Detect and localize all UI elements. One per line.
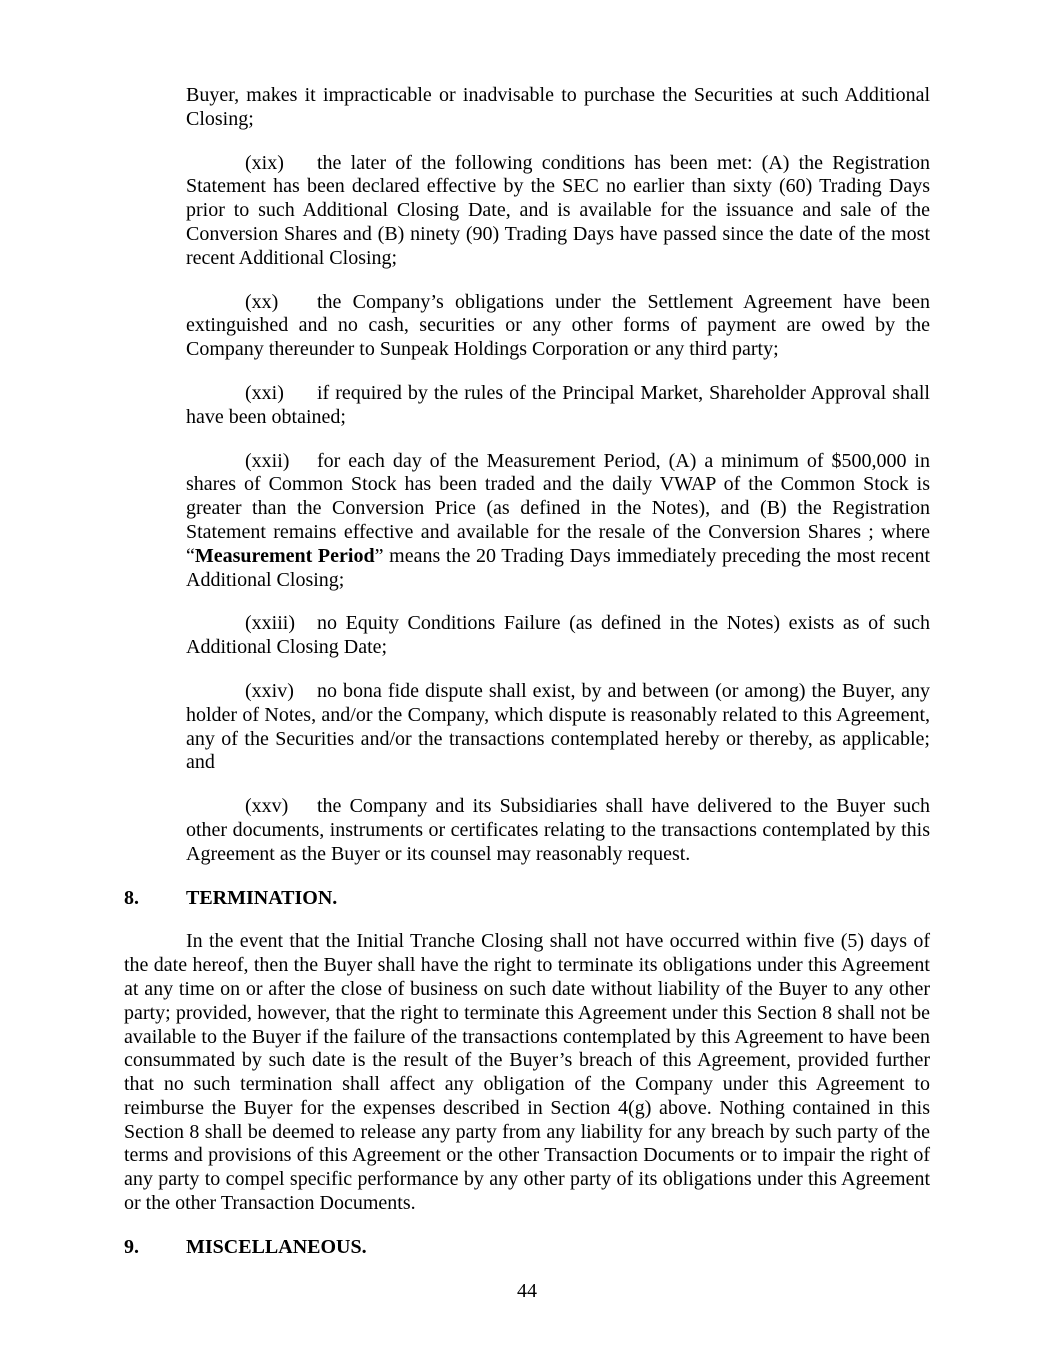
clause-xxiii: [186, 612, 930, 660]
clause-xxiii-text: no Equity Conditions Failure (as defined in the Notes) exists as of such Additional Closing Date;: [186, 612, 930, 659]
clause-xix-text: the later of the following conditions has been met: (A) the Registration Statement has been declared effective by the SEC no earlier than sixty (60) Trading Days prior to such Additional Closing Date, and is available for the issuance and sale of the Conversion Shares and (B) ninety (90) Trading Days have passed since the date of the most recent Additional Closing;: [186, 151, 930, 269]
clause-xxv-label: (xxv): [245, 795, 289, 818]
measurement-period-defined-term: Measurement Period: [194, 544, 375, 567]
section-8-title: TERMINATION.: [186, 886, 338, 909]
clause-xxii-text-after: ” means the 20 Trading Days immediately preceding the most recent Additional Closing;: [186, 544, 931, 591]
clause-xxiv-label: (xxiv): [245, 679, 294, 702]
section-9-heading: [124, 1236, 930, 1260]
section-9-number: 9.: [124, 1235, 139, 1258]
clause-xxii-label: (xxii): [245, 449, 290, 472]
clause-xx: [186, 291, 930, 362]
clause-xxv-text: the Company and its Subsidiaries shall have delivered to the Buyer such other documents, instruments or certificates relating to the transactions contemplated by this Agreement as the Buyer or its counsel may reasonably request.: [186, 795, 930, 865]
clause-xxi: [186, 382, 930, 430]
clause-xxv: [186, 795, 930, 866]
clause-xxii: [186, 450, 930, 593]
section-9-title: MISCELLANEOUS.: [186, 1235, 367, 1258]
clause-xix: [186, 152, 930, 271]
clause-xx-text: the Company’s obligations under the Settlement Agreement have been extinguished and no cash, securities or any other forms of payment are owed by the Company thereunder to Sunpeak Holdings Corporation or any third party;: [186, 290, 930, 361]
clause-xxiii-label: (xxiii): [245, 612, 295, 635]
clause-xxiv-text: no bona fide dispute shall exist, by and between (or among) the Buyer, any holder of Notes, and/or the Company, which dispute is reasonably related to this Agreement, any of the Securities and/or the transactions contemplated hereby or thereby, as applicable; and: [186, 679, 930, 774]
section-8-heading: [124, 887, 930, 911]
clause-xxi-text: if required by the rules of the Principal Market, Shareholder Approval shall have been obtained;: [186, 381, 930, 428]
clause-xxiv: [186, 680, 930, 775]
page-number: 44: [517, 1279, 537, 1302]
clause-xx-label: (xx): [245, 290, 279, 313]
intro-paragraph-text: Buyer, makes it impracticable or inadvisable to purchase the Securities at such Additional Closing;: [186, 84, 930, 130]
section-8-body-text: In the event that the Initial Tranche Closing shall not have occurred within five (5) days of the date hereof, then the Buyer shall have the right to terminate its obligations under this Agreement at any time on or after the close of business on such date without liability of the Buyer to any other party; provided, however, that the right to terminate this Agreement under this Section 8 shall not be available to the Buyer if the failure of the transactions contemplated by this Agreement to have been consummated by such date is the result of the Buyer’s breach of this Agreement, provided further that no such termination shall affect any obligation of the Company under this Agreement to reimburse the Buyer for the expenses described in Section 4(g) above. Nothing contained in this Section 8 shall be deemed to release any party from any liability for any breach by such party of the terms and provisions of this Agreement or the other Transaction Documents or to impair the right of any party to compel specific performance by any other party of its obligations under this Agreement or the other Transaction Documents.: [124, 930, 930, 1215]
section-8-number: 8.: [124, 886, 139, 909]
clause-xxii-text-before: for each day of the Measurement Period, (A) a minimum of $500,000 in shares of Common Stock has been traded and the daily VWAP of the Common Stock is greater than the Conversion Price (as defined in the Notes), and (B) the Registration Statement remains effective and available for the resale of the Conversion Shares ; where “: [186, 449, 930, 567]
intro-paragraph: [186, 84, 930, 132]
section-8-body: [124, 930, 930, 1216]
clause-xix-label: (xix): [245, 151, 284, 174]
clause-xxi-label: (xxi): [245, 381, 284, 404]
